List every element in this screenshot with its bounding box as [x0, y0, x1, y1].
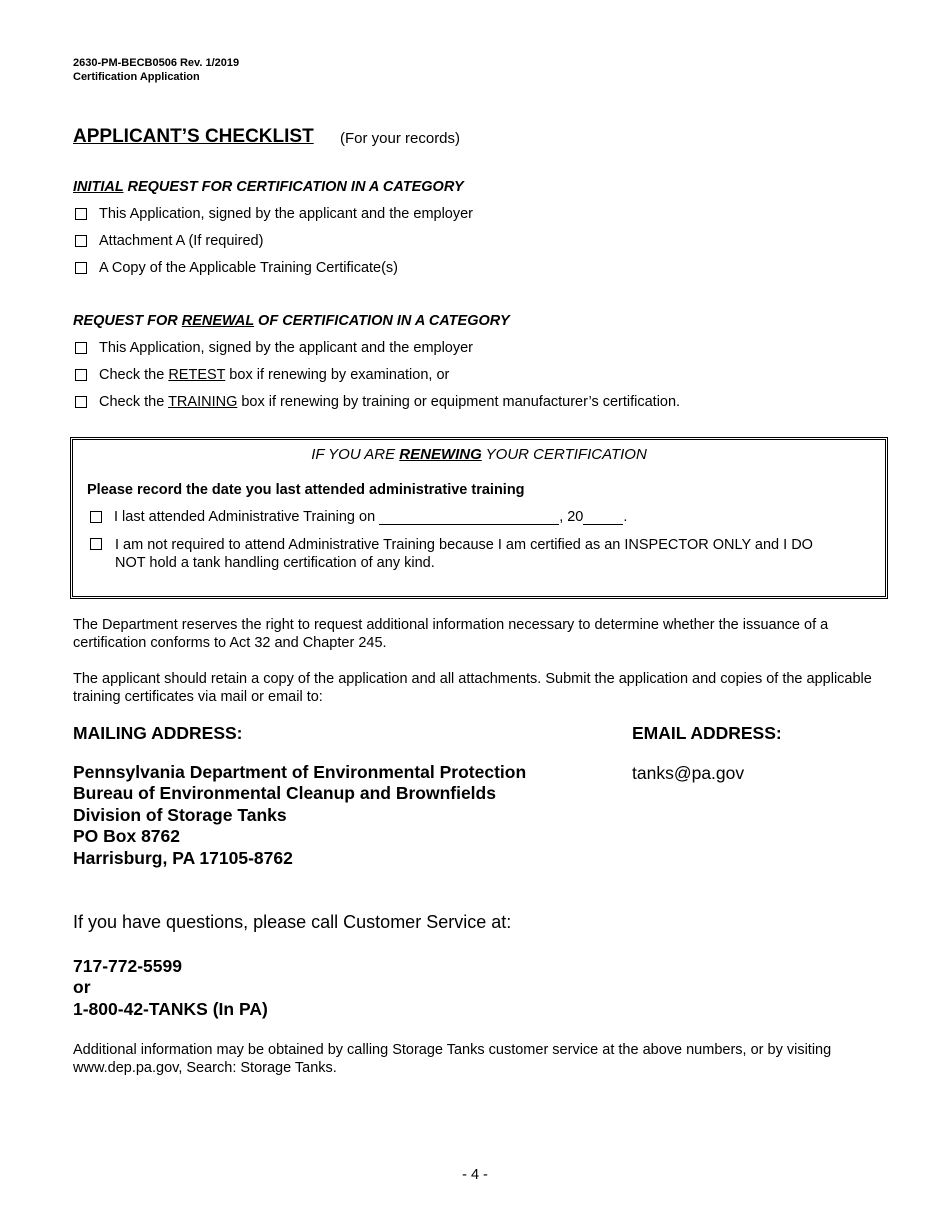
- retest-label-emphasis: RETEST: [168, 367, 226, 383]
- renewal-section-heading: [73, 313, 510, 329]
- initial-application-checkbox[interactable]: [75, 208, 87, 220]
- page-title: APPLICANT’S CHECKLIST: [73, 126, 314, 147]
- training-year-field[interactable]: [583, 510, 623, 525]
- address-line: Pennsylvania Department of Environmental Protection: [73, 762, 527, 782]
- renewal-application-checkbox[interactable]: [75, 342, 87, 354]
- renewal-retest-checkbox[interactable]: [75, 369, 87, 381]
- renewal-box-instruction: Please record the date you last attended administrative training: [87, 482, 525, 498]
- department-reserve-paragraph: The Department reserves the right to request additional information necessary to determine whether the issuance of a certification conforms to Act 32 and Chapter 245.: [73, 617, 829, 651]
- initial-section-heading: [73, 179, 464, 195]
- initial-training-certificate-label: A Copy of the Applicable Training Certificate(s): [99, 260, 399, 276]
- additional-info-paragraph: Additional information may be obtained by calling Storage Tanks customer service at the above numbers, or by visiting www.dep.pa.gov, Search: Storage Tanks.: [73, 1042, 832, 1076]
- training-label-pre: Check the: [99, 394, 169, 410]
- renewal-box-heading: [73, 446, 885, 463]
- not-required-label: [115, 536, 813, 572]
- address-line: PO Box 8762: [73, 826, 180, 847]
- period: .: [623, 509, 628, 525]
- training-date-field[interactable]: [379, 510, 559, 525]
- initial-attachment-checkbox[interactable]: [75, 235, 87, 247]
- retain-copy-paragraph: The applicant should retain a copy of the application and all attachments. Submit the application and copies of the applicable training certificates via mail or email to:: [73, 671, 872, 705]
- initial-training-certificate-checkbox[interactable]: [75, 262, 87, 274]
- phone-number-1[interactable]: 717-772-5599: [73, 956, 182, 976]
- year-prefix: , 20: [559, 509, 584, 525]
- mailing-address: [73, 762, 526, 869]
- renewal-heading-post: OF CERTIFICATION IN A CATEGORY: [254, 313, 510, 329]
- attended-training-text: I last attended Administrative Training on: [114, 509, 380, 525]
- address-line: Division of Storage Tanks: [73, 804, 287, 825]
- renewal-heading-emphasis: RENEWAL: [181, 313, 255, 329]
- renewal-box-heading-post: YOUR CERTIFICATION: [481, 446, 647, 463]
- phone-or: or: [73, 977, 91, 998]
- form-name: Certification Application: [73, 71, 200, 83]
- email-address-link[interactable]: tanks@pa.gov: [632, 763, 745, 783]
- retest-label-pre: Check the: [99, 367, 169, 383]
- training-label-post: box if renewing by training or equipment manufacturer’s certification.: [237, 394, 681, 410]
- initial-attachment-label: Attachment A (If required): [99, 233, 264, 249]
- retest-label-post: box if renewing by examination, or: [225, 367, 450, 383]
- attended-training-checkbox[interactable]: [90, 511, 102, 523]
- renewal-application-label: This Application, signed by the applicant and the employer: [99, 340, 474, 356]
- customer-service-question: If you have questions, please call Customer Service at:: [73, 912, 512, 932]
- title-note: (For your records): [340, 130, 461, 147]
- address-line: Harrisburg, PA 17105-8762: [73, 847, 293, 868]
- initial-heading-rest: REQUEST FOR CERTIFICATION IN A CATEGORY: [123, 179, 464, 195]
- address-line: Bureau of Environmental Cleanup and Brownfields: [73, 783, 496, 804]
- not-required-checkbox[interactable]: [90, 538, 102, 550]
- form-number: 2630-PM-BECB0506 Rev. 1/2019: [73, 57, 240, 69]
- initial-heading-emphasis: INITIAL: [73, 179, 124, 195]
- email-address-heading: EMAIL ADDRESS:: [632, 723, 782, 743]
- phone-number-2[interactable]: 1-800-42-TANKS (In PA): [73, 998, 268, 1019]
- training-label-emphasis: TRAINING: [168, 394, 238, 410]
- mailing-address-heading: MAILING ADDRESS:: [73, 723, 243, 743]
- not-required-line2: NOT hold a tank handling certification of any kind.: [115, 555, 435, 571]
- renewal-heading-pre: REQUEST FOR: [73, 313, 182, 329]
- renewal-retest-label: [99, 367, 449, 383]
- not-required-line1: I am not required to attend Administrative Training because I am certified as an INSPECTOR ONLY and I DO: [115, 537, 813, 553]
- page-number: - 4 -: [462, 1167, 488, 1183]
- attended-training-label: [114, 509, 627, 525]
- initial-application-label: This Application, signed by the applicant and the employer: [99, 206, 474, 222]
- renewal-box-heading-pre: IF YOU ARE: [311, 446, 400, 463]
- phone-numbers: [73, 956, 268, 1020]
- renewal-training-label: [99, 394, 680, 410]
- renewal-training-checkbox[interactable]: [75, 396, 87, 408]
- renewal-box-heading-emphasis: RENEWING: [399, 446, 482, 463]
